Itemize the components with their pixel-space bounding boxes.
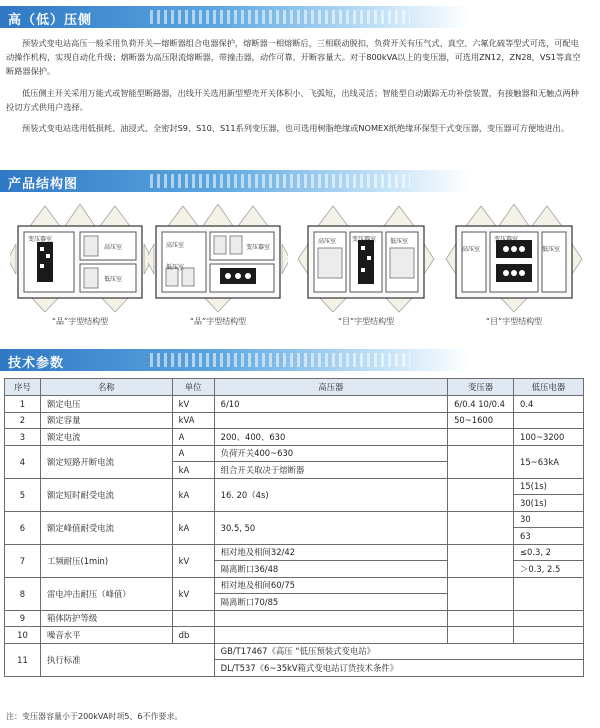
- hv-value: 负荷开关400~630: [214, 445, 447, 462]
- param-name: 额定短时耐受电流: [40, 478, 172, 511]
- transformer-value: 50~1600: [448, 412, 514, 429]
- pin-layout-diagram: [148, 204, 288, 314]
- transformer-value: [448, 445, 514, 478]
- param-name: 执行标准: [40, 643, 214, 676]
- column-header: 名称: [40, 379, 172, 396]
- structure-diagrams: [0, 204, 600, 334]
- room-label: 高压室: [104, 244, 123, 251]
- room-label: 变压器室: [28, 236, 53, 243]
- section-title: 高（低）压侧: [8, 13, 93, 28]
- diagram-caption: “品”字型结构型: [51, 317, 109, 326]
- room-label: 低压室: [542, 246, 561, 253]
- mu-layout-diagram: [296, 204, 436, 314]
- row-number: 7: [5, 544, 41, 577]
- param-unit: kA: [172, 511, 214, 544]
- room-label: 低压室: [390, 238, 409, 245]
- transformer-value: [448, 429, 514, 446]
- param-unit: kV: [172, 577, 214, 610]
- param-name: 额定电流: [40, 429, 172, 446]
- room-label: 高压室: [166, 242, 185, 249]
- structure-diagram-4: [444, 204, 584, 314]
- room-label: 低压室: [104, 276, 123, 283]
- param-name: 额定短路开断电流: [40, 445, 172, 478]
- param-unit: db: [172, 627, 214, 644]
- hv-value: 隔离断口36/48: [214, 561, 447, 578]
- hv-value: 组合开关取决于熔断器: [214, 462, 447, 479]
- param-name: 额定峰值耐受电流: [40, 511, 172, 544]
- row-number: 3: [5, 429, 41, 446]
- column-header: 低压电器: [514, 379, 584, 396]
- standard-value: DL/T537《6~35kV箱式变电站订货技术条件》: [214, 660, 583, 677]
- transformer-value: [448, 544, 514, 577]
- column-header: 单位: [172, 379, 214, 396]
- diagram-caption: “目”字型结构型: [485, 317, 543, 326]
- table-row: [5, 396, 584, 413]
- hv-value: 相对地及相间32/42: [214, 544, 447, 561]
- room-label: 变压器室: [246, 244, 271, 251]
- table-header-row: [5, 379, 584, 396]
- table-row: [5, 643, 584, 660]
- param-name: 额定容量: [40, 412, 172, 429]
- table-row: [5, 511, 584, 528]
- row-number: 6: [5, 511, 41, 544]
- transformer-value: [448, 511, 514, 544]
- lv-value: 63: [514, 528, 584, 545]
- section-title: 技术参数: [8, 356, 65, 371]
- param-unit: kVA: [172, 412, 214, 429]
- column-header: 变压器: [448, 379, 514, 396]
- lv-value: [514, 610, 584, 627]
- structure-diagram-2: [148, 204, 288, 314]
- lv-value: [514, 577, 584, 610]
- lv-value: 15~63kA: [514, 445, 584, 478]
- intro-paragraph-2: 低压侧主开关采用万能式或智能型断路器，出线开关选用新型塑壳开关体积小、飞弧短，出线灵活；智能型自动跟踪无功补偿装置，有接触器和无触点两种投切方式供用户选择。: [6, 88, 579, 113]
- structure-diagram-3: [296, 204, 436, 314]
- param-unit: A: [172, 445, 214, 462]
- room-label: 低压室: [166, 264, 185, 271]
- table-row: [5, 610, 584, 627]
- table-row: [5, 544, 584, 561]
- section-title: 产品结构图: [8, 177, 79, 192]
- intro-paragraph-1: 预装式变电站高压一般采用负荷开关—熔断器组合电器保护，熔断器一相熔断后，三相联动脱扣，负荷开关有压气式、真空、六氟化硫等型式可选，可配电动操作机构，实现自动化升级；熔断器为高压限流熔断器，带撞击器，动作可靠，开断容量大。对于800kVA以上的变压器，可选用ZN12，ZN28，VS1等真空断路器保护。: [6, 38, 581, 77]
- structure-diagram-1: [10, 204, 150, 314]
- section-header-structure: [0, 170, 470, 192]
- lv-value: 30(1s): [514, 495, 584, 512]
- room-label: 变压器室: [352, 236, 377, 243]
- decorative-stripes: [150, 353, 410, 367]
- table-row: [5, 577, 584, 594]
- hv-value: 200、400、630: [214, 429, 447, 446]
- row-number: 1: [5, 396, 41, 413]
- tech-params-table: [4, 378, 584, 677]
- diagram-caption: “目”字型结构型: [337, 317, 395, 326]
- pin-layout-diagram: [10, 204, 150, 314]
- transformer-value: [448, 577, 514, 610]
- intro-paragraph-3: 预装式变电站选用低损耗、油浸式、全密封S9、S10、S11系列变压器，也可选用树脂绝缘或NOMEX纸绝缘环保型干式变压器，变压器可方便地进出。: [22, 123, 569, 133]
- transformer-value: 6/0.4 10/0.4: [448, 396, 514, 413]
- param-unit: kA: [172, 462, 214, 479]
- row-number: 10: [5, 627, 41, 644]
- column-header: 序号: [5, 379, 41, 396]
- row-number: 2: [5, 412, 41, 429]
- param-unit: kA: [172, 478, 214, 511]
- param-unit: A: [172, 429, 214, 446]
- lv-value: 100~3200: [514, 429, 584, 446]
- lv-value: ≤0.3, 2: [514, 544, 584, 561]
- hv-value: 16. 20（4s): [214, 478, 447, 511]
- param-unit: [172, 610, 214, 627]
- transformer-value: [448, 610, 514, 627]
- room-label: 高压室: [318, 238, 337, 245]
- room-label: 高压室: [462, 246, 481, 253]
- param-name: 噪音水平: [40, 627, 172, 644]
- param-name: 箱体防护等级: [40, 610, 172, 627]
- table-row: [5, 478, 584, 495]
- row-number: 9: [5, 610, 41, 627]
- hv-value: [214, 412, 447, 429]
- lv-value: 0.4: [514, 396, 584, 413]
- table-row: [5, 627, 584, 644]
- standard-value: GB/T17467《高压 “低压预装式变电站》: [214, 643, 583, 660]
- transformer-value: [448, 627, 514, 644]
- section-header-params: [0, 349, 470, 371]
- hv-value: [214, 610, 447, 627]
- row-number: 4: [5, 445, 41, 478]
- diagram-caption: “品”字型结构型: [189, 317, 247, 326]
- param-unit: kV: [172, 396, 214, 413]
- table-row: [5, 412, 584, 429]
- table-row: [5, 429, 584, 446]
- row-number: 8: [5, 577, 41, 610]
- lv-value: [514, 412, 584, 429]
- param-name: 工频耐压(1min): [40, 544, 172, 577]
- param-unit: kV: [172, 544, 214, 577]
- column-header: 高压器: [214, 379, 447, 396]
- mu-layout-diagram: [444, 204, 584, 314]
- lv-value: 30: [514, 511, 584, 528]
- decorative-stripes: [150, 10, 410, 24]
- row-number: 11: [5, 643, 41, 676]
- hv-value: 相对地及相间60/75: [214, 577, 447, 594]
- row-number: 5: [5, 478, 41, 511]
- lv-value: [514, 627, 584, 644]
- param-name: 雷电冲击耐压（峰值）: [40, 577, 172, 610]
- transformer-value: [448, 478, 514, 511]
- param-name: 额定电压: [40, 396, 172, 413]
- section-header-intro: [0, 6, 470, 28]
- hv-value: 隔离断口70/85: [214, 594, 447, 611]
- room-label: 变压器室: [494, 236, 519, 243]
- lv-value: ＞0.3, 2.5: [514, 561, 584, 578]
- lv-value: 15(1s): [514, 478, 584, 495]
- hv-value: 30.5, 50: [214, 511, 447, 544]
- table-row: [5, 445, 584, 462]
- decorative-stripes: [150, 174, 410, 188]
- hv-value: [214, 627, 447, 644]
- hv-value: 6/10: [214, 396, 447, 413]
- footnote: 注：变压器容量小于200kVA时项5、6不作要求。: [6, 712, 183, 721]
